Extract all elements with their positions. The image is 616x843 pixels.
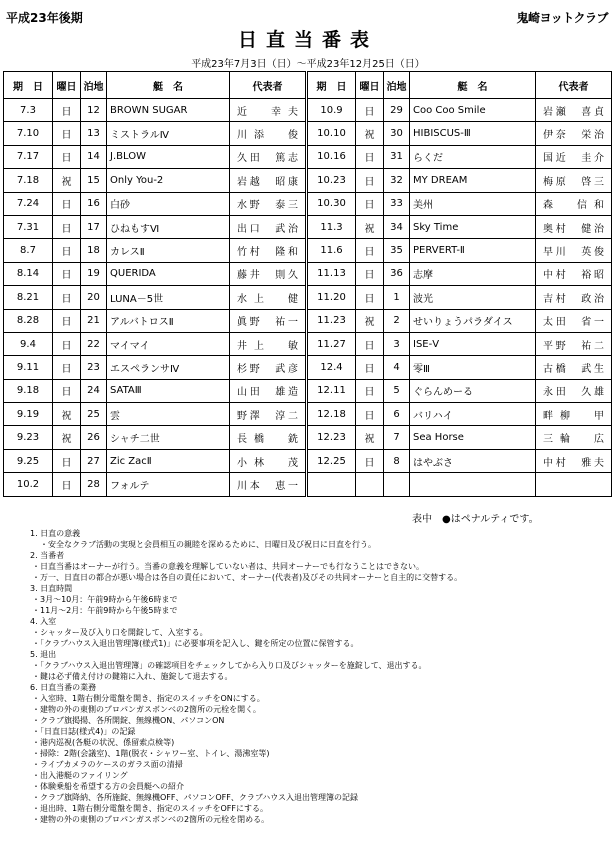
cell-day: 祝 (53, 426, 81, 449)
cell-berth: 32 (384, 169, 410, 192)
cell-day: 日 (356, 403, 384, 426)
cell-date: 10.9 (307, 99, 356, 122)
cell-day: 日 (53, 449, 81, 472)
note-item: ・安全なクラブ活動の実現と会員相互の親睦を深めるために、日曜日及び祝日に日直を行う。 (32, 540, 376, 549)
cell-berth: 21 (81, 309, 107, 332)
cell-day: 日 (356, 169, 384, 192)
cell-day: 日 (53, 145, 81, 168)
cell-day: 祝 (356, 215, 384, 238)
cell-berth: 31 (384, 145, 410, 168)
cell-rep: 野澤 淳二 (230, 403, 307, 426)
cell-day: 日 (356, 379, 384, 402)
cell-boat: ひねもすⅥ (107, 215, 230, 238)
table-row (4, 449, 612, 472)
cell-boat: エスペランサⅣ (107, 356, 230, 379)
cell-berth: 22 (81, 332, 107, 355)
note-item: ・クラブ旗降納、各所施錠、無線機OFF、パソコンOFF、クラブハウス入退出管理簿の記録 (32, 793, 358, 802)
cell-boat: HIBISCUS-Ⅲ (410, 122, 536, 145)
cell-date: 8.28 (4, 309, 53, 332)
cell-date: 9.23 (4, 426, 53, 449)
cell-berth: 15 (81, 169, 107, 192)
cell-rep: 水上 健 (230, 286, 307, 309)
col-date: 期 日 (4, 72, 53, 99)
table-row (4, 239, 612, 262)
cell-berth: 24 (81, 379, 107, 402)
cell-date: 8.21 (4, 286, 53, 309)
cell-date: 10.2 (4, 473, 53, 496)
cell-rep: 岩瀬 喜貞 (536, 99, 612, 122)
note-item: ・出入港艇のファイリング (32, 771, 128, 780)
note-item: ・11月～2月：午前9時から午後5時まで (32, 606, 178, 615)
cell-boat: Only You-2 (107, 169, 230, 192)
cell-date: 11.27 (307, 332, 356, 355)
cell-boat: PERVERT-Ⅱ (410, 239, 536, 262)
cell-date: 9.19 (4, 403, 53, 426)
cell-boat: シャチ二世 (107, 426, 230, 449)
cell-day: 日 (53, 122, 81, 145)
table-row (4, 309, 612, 332)
table-row (4, 169, 612, 192)
cell-rep: 早川 英俊 (536, 239, 612, 262)
cell-boat: J.BLOW (107, 145, 230, 168)
cell-rep: 藤井 則久 (230, 262, 307, 285)
cell-boat: QUERIDA (107, 262, 230, 285)
cell-berth: 12 (81, 99, 107, 122)
cell-boat: Zic ZacⅡ (107, 449, 230, 472)
note-item: ・ライブカメラのケースのガラス面の清掃 (32, 760, 183, 769)
cell-berth: 28 (81, 473, 107, 496)
cell-boat: MY DREAM (410, 169, 536, 192)
note-item: ・「クラブハウス入退出管理簿(様式1)」に必要事項を記入し、鍵を所定の位置に保管する。 (32, 639, 359, 648)
cell-berth: 27 (81, 449, 107, 472)
cell-rep: 長橋 銑 (230, 426, 307, 449)
cell-day: 日 (356, 286, 384, 309)
cell-boat: 零Ⅲ (410, 356, 536, 379)
col-boat: 艇 名 (410, 72, 536, 99)
cell-rep: 古橋 武生 (536, 356, 612, 379)
cell-boat: 雲 (107, 403, 230, 426)
note-item: ・クラブ旗掲揚、各所開錠、無線機ON、パソコンON (32, 716, 225, 725)
cell-boat: らくだ (410, 145, 536, 168)
col-date: 期 日 (307, 72, 356, 99)
cell-day: 祝 (356, 426, 384, 449)
cell-day: 日 (53, 239, 81, 262)
cell-date: 11.13 (307, 262, 356, 285)
cell-boat: 美州 (410, 192, 536, 215)
cell-boat: SATAⅢ (107, 379, 230, 402)
table-header-row (4, 72, 612, 99)
cell-date: 12.23 (307, 426, 356, 449)
cell-day: 祝 (356, 309, 384, 332)
cell-day: 日 (356, 239, 384, 262)
note-item: ・入室時、1階右側分電盤を開き、指定のスイッチをONにする。 (32, 694, 265, 703)
cell-rep: 梅原 啓三 (536, 169, 612, 192)
cell-date: 11.20 (307, 286, 356, 309)
cell-rep: 三輪 広 (536, 426, 612, 449)
cell-rep: 平野 祐二 (536, 332, 612, 355)
note-heading: 2. 当番者 (30, 551, 65, 560)
col-rep: 代表者 (536, 72, 612, 99)
cell-rep: 中村 裕昭 (536, 262, 612, 285)
note-item: ・日直当番はオーナーが行う。当番の意義を理解していない者は、共同オーナーでも行なうことはできない。 (32, 562, 424, 571)
cell-berth: 33 (384, 192, 410, 215)
cell-date: 10.23 (307, 169, 356, 192)
cell-boat: アルバトロスⅡ (107, 309, 230, 332)
cell-rep: 畔柳 甲 (536, 403, 612, 426)
cell-date: 8.7 (4, 239, 53, 262)
cell-day: 日 (53, 262, 81, 285)
note-item: ・鍵は必ず備え付けの鍵箱に入れ、施錠して退去する。 (32, 672, 233, 681)
note-item: ・万一、日直日の都合が悪い場合は各自の責任において、オーナー(代表者)及びその共同オーナーと自主的に交替する。 (32, 573, 463, 582)
cell-rep: 吉村 政治 (536, 286, 612, 309)
cell-berth: 6 (384, 403, 410, 426)
cell-day: 日 (53, 309, 81, 332)
note-item: ・「日直日誌(様式4)」の記録 (32, 727, 136, 736)
empty-cell (356, 473, 384, 496)
cell-boat: はやぶさ (410, 449, 536, 472)
cell-day: 日 (356, 192, 384, 215)
cell-berth: 34 (384, 215, 410, 238)
cell-boat: バリハイ (410, 403, 536, 426)
cell-boat: BROWN SUGAR (107, 99, 230, 122)
cell-rep: 出口 武治 (230, 215, 307, 238)
table-row (4, 262, 612, 285)
cell-rep: 杉野 武彦 (230, 356, 307, 379)
note-item: ・「クラブハウス入退出管理簿」の確認項目をチェックしてから入り口及びシャッターを施錠して、退出する。 (32, 661, 427, 670)
cell-day: 祝 (53, 169, 81, 192)
cell-date: 7.18 (4, 169, 53, 192)
cell-date: 7.3 (4, 99, 53, 122)
cell-boat: ミストラルⅣ (107, 122, 230, 145)
cell-berth: 7 (384, 426, 410, 449)
cell-berth: 29 (384, 99, 410, 122)
cell-rep: 川本 恵一 (230, 473, 307, 496)
cell-day: 日 (53, 356, 81, 379)
cell-berth: 8 (384, 449, 410, 472)
cell-boat: LUNA－5世 (107, 286, 230, 309)
empty-cell (384, 473, 410, 496)
cell-day: 日 (53, 99, 81, 122)
cell-date: 12.25 (307, 449, 356, 472)
cell-day: 日 (53, 192, 81, 215)
cell-rep: 竹村 隆和 (230, 239, 307, 262)
cell-day: 日 (356, 332, 384, 355)
cell-rep: 太田 省一 (536, 309, 612, 332)
empty-cell (536, 473, 612, 496)
cell-berth: 17 (81, 215, 107, 238)
duty-table (3, 71, 612, 497)
note-item: ・建物の外の東側のプロパンガスボンベの2箇所の元栓を閉める。 (32, 815, 270, 824)
cell-berth: 25 (81, 403, 107, 426)
cell-date: 9.18 (4, 379, 53, 402)
cell-berth: 20 (81, 286, 107, 309)
table-row (4, 192, 612, 215)
cell-berth: 30 (384, 122, 410, 145)
cell-rep: 眞野 祐一 (230, 309, 307, 332)
cell-rep: 近 幸夫 (230, 99, 307, 122)
date-range: 平成23年7月3日（日）〜平成23年12月25日（日） (191, 59, 425, 70)
cell-berth: 4 (384, 356, 410, 379)
club-name: 鬼崎ヨットクラブ (516, 11, 608, 25)
period-label: 平成23年後期 (6, 11, 83, 25)
cell-boat: ISE-Ⅴ (410, 332, 536, 355)
table-row (4, 99, 612, 122)
note-heading: 6. 日直当番の業務 (30, 683, 97, 692)
cell-date: 8.14 (4, 262, 53, 285)
empty-cell (307, 473, 356, 496)
cell-day: 日 (53, 379, 81, 402)
cell-rep: 岩越 昭康 (230, 169, 307, 192)
cell-date: 12.4 (307, 356, 356, 379)
table-row (4, 426, 612, 449)
cell-berth: 19 (81, 262, 107, 285)
cell-berth: 13 (81, 122, 107, 145)
cell-rep: 山田 雄造 (230, 379, 307, 402)
cell-day: 日 (53, 215, 81, 238)
cell-berth: 3 (384, 332, 410, 355)
cell-date: 7.24 (4, 192, 53, 215)
cell-berth: 2 (384, 309, 410, 332)
table-row (4, 332, 612, 355)
cell-day: 祝 (53, 403, 81, 426)
cell-berth: 1 (384, 286, 410, 309)
table-row (4, 122, 612, 145)
cell-date: 7.31 (4, 215, 53, 238)
cell-date: 11.6 (307, 239, 356, 262)
cell-date: 9.4 (4, 332, 53, 355)
table-row (4, 403, 612, 426)
table-row (4, 145, 612, 168)
cell-date: 10.10 (307, 122, 356, 145)
cell-boat: マイマイ (107, 332, 230, 355)
cell-date: 12.18 (307, 403, 356, 426)
table-row (4, 473, 612, 496)
cell-berth: 26 (81, 426, 107, 449)
rules-notes (30, 528, 600, 825)
cell-rep: 井上 敏 (230, 332, 307, 355)
cell-day: 日 (53, 332, 81, 355)
cell-rep: 伊奈 栄治 (536, 122, 612, 145)
table-row (4, 356, 612, 379)
cell-berth: 36 (384, 262, 410, 285)
cell-day: 日 (356, 99, 384, 122)
cell-date: 7.17 (4, 145, 53, 168)
cell-berth: 18 (81, 239, 107, 262)
cell-day: 日 (356, 356, 384, 379)
cell-berth: 23 (81, 356, 107, 379)
cell-boat: フォルテ (107, 473, 230, 496)
cell-boat: 白砂 (107, 192, 230, 215)
cell-rep: 国近 圭介 (536, 145, 612, 168)
cell-day: 日 (356, 145, 384, 168)
cell-date: 10.16 (307, 145, 356, 168)
cell-day: 日 (356, 262, 384, 285)
cell-rep: 水野 泰三 (230, 192, 307, 215)
penalty-legend: 表中 ●はペナルティです。 (412, 514, 539, 525)
cell-date: 10.30 (307, 192, 356, 215)
col-day: 曜日 (53, 72, 81, 99)
cell-rep: 久田 篤志 (230, 145, 307, 168)
note-heading: 5. 退出 (30, 650, 57, 659)
cell-boat: Sea Horse (410, 426, 536, 449)
note-item: ・体験乗船を希望する方の会員艇への紹介 (32, 782, 184, 791)
cell-boat: ぐらんめーる (410, 379, 536, 402)
table-row (4, 379, 612, 402)
cell-date: 11.3 (307, 215, 356, 238)
cell-day: 日 (53, 286, 81, 309)
cell-boat: Coo Coo Smile (410, 99, 536, 122)
cell-day: 祝 (356, 122, 384, 145)
note-item: ・建物の外の東側のプロパンガスボンベの2箇所の元栓を開く。 (32, 705, 261, 714)
cell-rep: 森 信和 (536, 192, 612, 215)
note-item: ・掃除：2階(会議室)、1階(脱衣・シャワー室、トイレ、湯沸室等) (32, 749, 270, 758)
table-row (4, 286, 612, 309)
cell-day: 日 (53, 473, 81, 496)
cell-date: 11.23 (307, 309, 356, 332)
note-heading: 4. 入室 (30, 617, 57, 626)
cell-day: 日 (356, 449, 384, 472)
note-heading: 3. 日直時間 (30, 584, 73, 593)
note-item: ・退出時、1階右側分電盤を開き、指定のスイッチをOFFにする。 (32, 804, 268, 813)
cell-date: 9.25 (4, 449, 53, 472)
cell-date: 7.10 (4, 122, 53, 145)
cell-boat: せいりょうパラダイス (410, 309, 536, 332)
col-day: 曜日 (356, 72, 384, 99)
cell-boat: 波光 (410, 286, 536, 309)
cell-rep: 小林 茂 (230, 449, 307, 472)
cell-rep: 中村 雅夫 (536, 449, 612, 472)
col-berth: 泊地 (81, 72, 107, 99)
empty-cell (410, 473, 536, 496)
cell-rep: 奥村 健治 (536, 215, 612, 238)
col-berth: 泊地 (384, 72, 410, 99)
cell-rep: 永田 久雄 (536, 379, 612, 402)
note-item: ・シャッター及び入り口を開錠して、入室する。 (32, 628, 208, 637)
table-row (4, 215, 612, 238)
page-title: 日直当番表 (237, 29, 378, 51)
cell-boat: カレスⅡ (107, 239, 230, 262)
cell-berth: 5 (384, 379, 410, 402)
col-boat: 艇 名 (107, 72, 230, 99)
note-heading: 1. 日直の意義 (30, 529, 81, 538)
note-item: ・3月～10月：午前9時から午後6時まで (32, 595, 178, 604)
cell-berth: 35 (384, 239, 410, 262)
col-rep: 代表者 (230, 72, 307, 99)
cell-boat: Sky Time (410, 215, 536, 238)
cell-berth: 14 (81, 145, 107, 168)
cell-date: 12.11 (307, 379, 356, 402)
note-item: ・港内巡視(各艇の状況、係留索点検等) (32, 738, 175, 747)
cell-boat: 志摩 (410, 262, 536, 285)
cell-berth: 16 (81, 192, 107, 215)
cell-rep: 川添 俊 (230, 122, 307, 145)
cell-date: 9.11 (4, 356, 53, 379)
